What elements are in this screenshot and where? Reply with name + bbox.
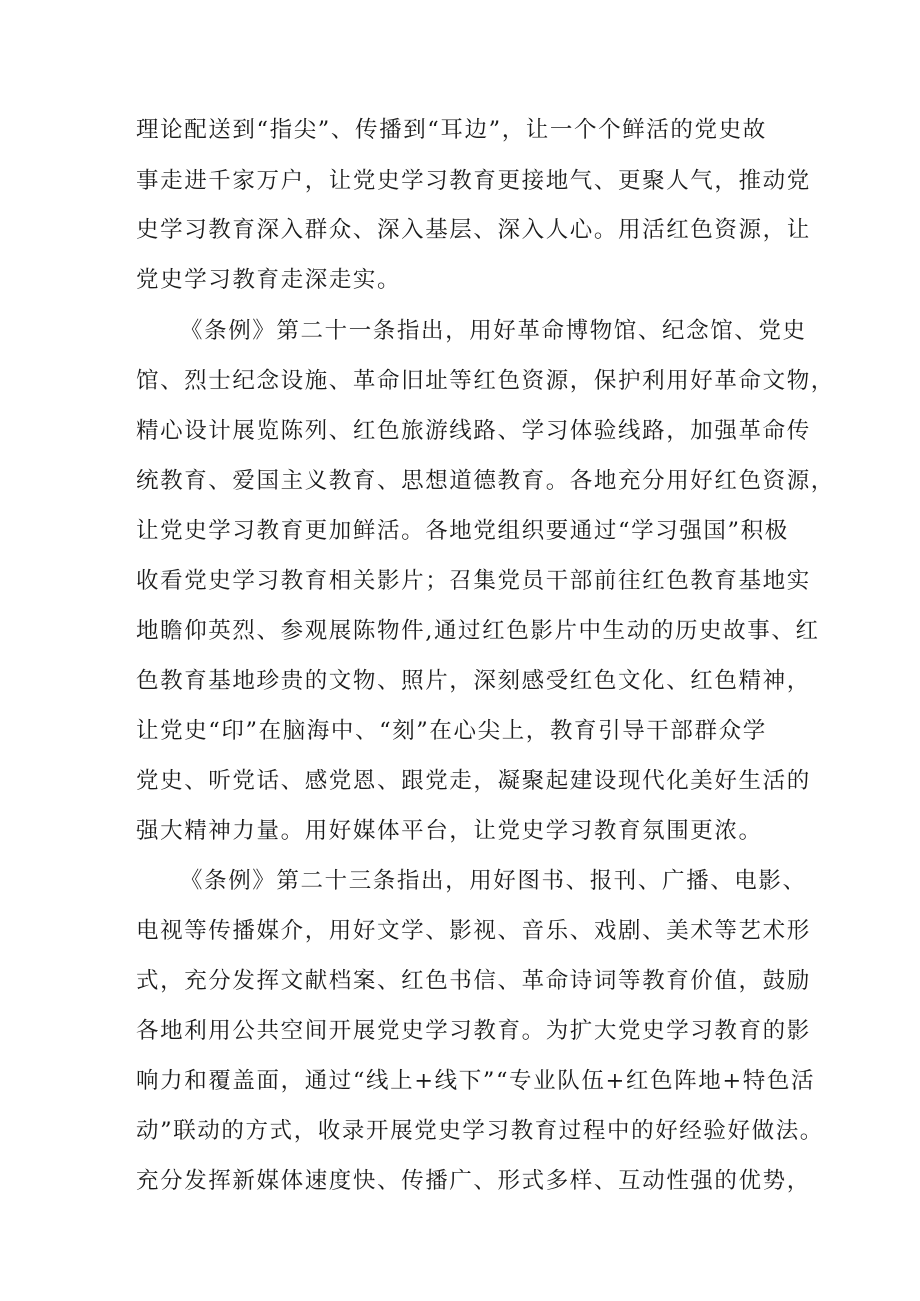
text-line: 色教育基地珍贵的文物、照片，深刻感受红色文化、红色精神，: [136, 668, 811, 694]
text-line: 动”联动的方式，收录开展党史学习教育过程中的好经验好做法。: [136, 1118, 824, 1144]
text-line: 让党史“印”在脑海中、“刻”在心尖上，教育引导干部群众学: [136, 718, 767, 744]
paragraph-first-line: 《条例》第二十三条指出，用好图书、报刊、广播、电影、: [180, 868, 807, 894]
text-line: 史学习教育深入群众、深入基层、深入人心。用活红色资源，让: [136, 217, 811, 243]
text-line: 地瞻仰英烈、参观展陈物件,通过红色影片中生动的历史故事、红: [136, 618, 820, 644]
text-line: 党史学习教育走深走实。: [136, 267, 402, 293]
text-line: 党史、听党话、感党恩、跟党走，凝聚起建设现代化美好生活的: [136, 768, 811, 794]
text-line: 精心设计展览陈列、红色旅游线路、学习体验线路，加强革命传: [136, 418, 811, 444]
text-line: 让党史学习教育更加鲜活。各地党组织要通过“学习强国”积极: [136, 518, 789, 544]
text-line: 充分发挥新媒体速度快、传播广、形式多样、互动性强的优势，: [136, 1168, 811, 1194]
text-line: 事走进千家万户，让党史学习教育更接地气、更聚人气，推动党: [136, 168, 811, 194]
paragraph-first-line: 《条例》第二十一条指出，用好革命博物馆、纪念馆、党史: [180, 318, 807, 344]
text-line: 理论配送到“指尖”、传播到“耳边”，让一个个鲜活的党史故: [136, 117, 767, 143]
text-line: 收看党史学习教育相关影片；召集党员干部前往红色教育基地实: [136, 568, 811, 594]
text-line: 统教育、爱国主义教育、思想道德教育。各地充分用好红色资源，: [136, 468, 835, 494]
text-line: 各地利用公共空间开展党史学习教育。为扩大党史学习教育的影: [136, 1018, 811, 1044]
text-line: 电视等传播媒介，用好文学、影视、音乐、戏剧、美术等艺术形: [136, 918, 811, 944]
text-line: 馆、烈士纪念设施、革命旧址等红色资源，保护利用好革命文物，: [136, 368, 835, 394]
text-line: 式，充分发挥文献档案、红色书信、革命诗词等教育价值，鼓励: [136, 968, 811, 994]
text-line: 响力和覆盖面，通过“线上+线下”“专业队伍+红色阵地+特色活: [136, 1068, 816, 1094]
text-line: 强大精神力量。用好媒体平台，让党史学习教育氛围更浓。: [136, 818, 763, 844]
